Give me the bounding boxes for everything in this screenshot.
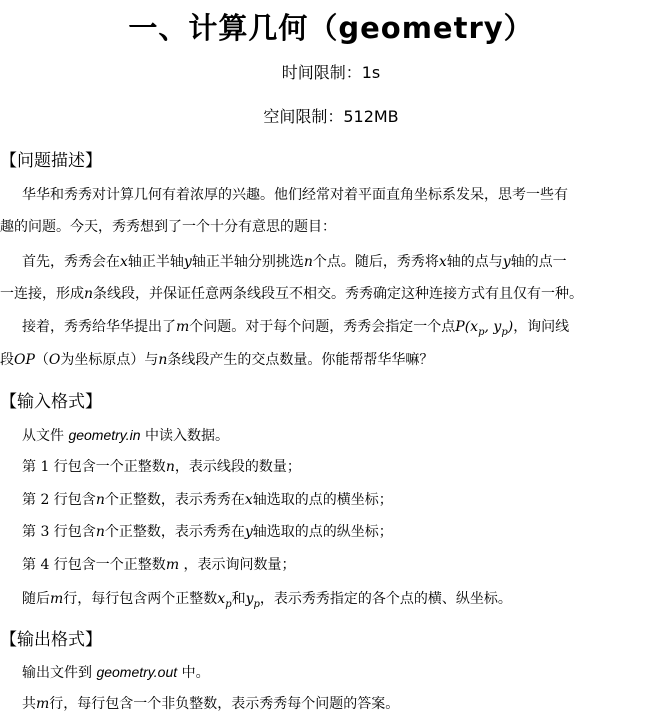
- text-fragment: ，询问线: [513, 319, 570, 335]
- text-fragment: 中。: [177, 665, 210, 681]
- math-comma: ,: [484, 319, 494, 335]
- text-fragment: 轴正半轴: [127, 254, 184, 270]
- description-paragraph-3-line-1: [22, 317, 569, 343]
- math-y-base: y: [245, 591, 254, 607]
- text-fragment: 共: [22, 696, 36, 712]
- math-x: x: [244, 492, 253, 508]
- math-yp: [245, 591, 260, 610]
- text-fragment: 第 4 行包含一个正整数: [22, 557, 166, 573]
- section-heading-input: 【输入格式】: [0, 392, 102, 412]
- text-fragment: 一连接，形成: [0, 286, 84, 302]
- text-fragment: 第 2 行包含: [22, 492, 96, 508]
- text-fragment: 和: [231, 591, 246, 607]
- text-fragment: 轴选取的点的纵坐标；: [252, 524, 393, 540]
- text-fragment: 随后: [22, 591, 50, 607]
- math-n: n: [95, 492, 105, 508]
- text-fragment: 轴的点一: [510, 254, 567, 270]
- math-subscript-p: p: [253, 598, 260, 610]
- description-paragraph-3-line-2: [0, 350, 433, 370]
- description-paragraph-2-line-1: [22, 252, 567, 272]
- text-fragment: 行，每行包含两个正整数: [63, 591, 218, 607]
- math-y-base: y: [493, 319, 502, 335]
- math-p: P: [455, 319, 465, 335]
- math-subscript-p: p: [478, 326, 485, 338]
- math-y: y: [502, 254, 511, 270]
- text-fragment: 为坐标原点）与: [60, 352, 159, 368]
- math-xp: [217, 591, 232, 610]
- math-x-base: x: [470, 319, 479, 335]
- math-m: m: [165, 557, 180, 573]
- math-n: n: [165, 459, 175, 475]
- math-n: n: [303, 254, 313, 270]
- math-close-paren: ): [507, 319, 514, 335]
- time-limit: 时间限制：1s: [281, 63, 381, 82]
- math-x: x: [438, 254, 447, 270]
- text-fragment: 第 1 行包含一个正整数: [22, 459, 166, 475]
- math-x-base: x: [217, 591, 226, 607]
- math-subscript-p: p: [501, 326, 508, 338]
- text-fragment: 中读入数据。: [140, 428, 230, 444]
- text-fragment: 输出文件到: [22, 665, 97, 681]
- text-fragment: 段: [0, 352, 14, 368]
- text-fragment: 第 3 行包含: [22, 524, 96, 540]
- memory-limit: 空间限制：512MB: [263, 107, 399, 126]
- description-paragraph-1-line-1: 华华和秀秀对计算几何有着浓厚的兴趣。他们经常对着平面直角坐标系发呆，思考一些有: [22, 187, 568, 203]
- section-heading-output: 【输出格式】: [0, 630, 102, 650]
- output-line-2: [22, 694, 399, 714]
- math-subscript-p: p: [225, 598, 232, 610]
- math-y: y: [244, 524, 253, 540]
- math-n: n: [158, 352, 168, 368]
- description-paragraph-2-line-2: [0, 284, 583, 304]
- math-op: OP: [14, 352, 35, 368]
- page-title: 一、计算几何（geometry）: [128, 11, 534, 45]
- math-x: x: [120, 254, 128, 270]
- text-fragment: ，表示秀秀指定的各个点的横、纵坐标。: [259, 591, 512, 607]
- input-line-5: [22, 555, 296, 575]
- input-file-name: geometry.in: [68, 427, 141, 443]
- math-n: n: [95, 524, 105, 540]
- point-p: [455, 319, 514, 338]
- text-fragment: 从文件: [22, 428, 69, 444]
- description-paragraph-1-line-2: 趣的问题。今天，秀秀想到了一个十分有意思的题目：: [0, 219, 336, 235]
- text-fragment: 行，每行包含一个非负整数，表示秀秀每个问题的答案。: [49, 696, 400, 712]
- math-m: m: [176, 319, 190, 335]
- math-o: O: [48, 352, 61, 368]
- text-fragment: ，表示询问数量；: [179, 557, 296, 573]
- math-open-paren: (: [464, 319, 471, 335]
- math-y: y: [183, 254, 192, 270]
- text-fragment: 个正整数，表示秀秀在: [104, 524, 245, 540]
- text-fragment: 个正整数，表示秀秀在: [104, 492, 245, 508]
- input-line-6: [22, 589, 512, 615]
- text-fragment: 接着，秀秀给华华提出了: [22, 319, 176, 335]
- math-m: m: [36, 696, 50, 712]
- output-line-1: [22, 662, 210, 683]
- input-line-3: [22, 490, 393, 510]
- text-fragment: 个问题。对于每个问题，秀秀会指定一个点: [189, 319, 456, 335]
- input-line-1: [22, 425, 229, 446]
- input-line-2: [22, 457, 301, 477]
- text-fragment: 轴正半轴分别挑选: [191, 254, 304, 270]
- output-file-name: geometry.out: [96, 664, 178, 680]
- text-fragment: 轴的点与: [446, 254, 503, 270]
- math-n: n: [84, 286, 94, 302]
- text-fragment: 个点。随后，秀秀将: [312, 254, 439, 270]
- math-m: m: [50, 591, 64, 607]
- section-heading-description: 【问题描述】: [0, 151, 102, 171]
- text-fragment: （: [34, 352, 49, 368]
- text-fragment: ，表示线段的数量；: [174, 459, 301, 475]
- text-fragment: 轴选取的点的横坐标；: [252, 492, 393, 508]
- text-fragment: 条线段产生的交点数量。你能帮帮华华嘛？: [167, 352, 434, 368]
- text-fragment: 条线段，并保证任意两条线段互不相交。秀秀确定这种连接方式有且仅有一种。: [93, 286, 584, 302]
- input-line-4: [22, 522, 393, 542]
- text-fragment: 首先，秀秀会在: [22, 254, 120, 270]
